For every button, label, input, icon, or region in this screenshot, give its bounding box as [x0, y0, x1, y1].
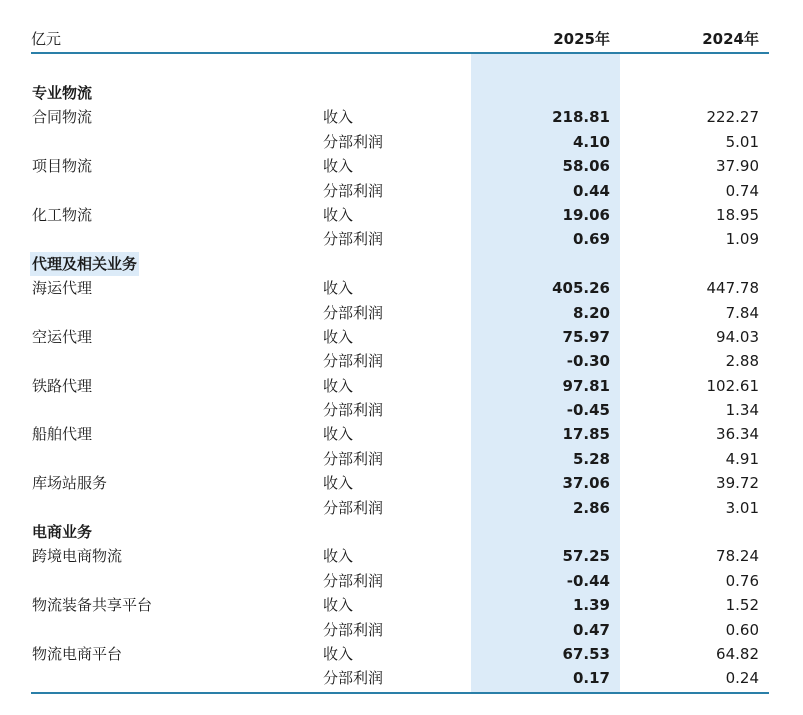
- value-2024: 1.34: [725, 401, 759, 420]
- value-2024: 39.72: [716, 474, 759, 493]
- metric-label: 分部利润: [323, 230, 384, 249]
- value-2024: 18.95: [716, 205, 759, 224]
- metric-label: 收入: [323, 644, 354, 663]
- metric-label: 收入: [323, 157, 354, 176]
- value-2025: 37.06: [562, 474, 610, 493]
- value-2025: 0.17: [572, 669, 610, 688]
- table-row: [31, 569, 769, 593]
- value-2025: 58.06: [562, 157, 610, 176]
- table-row: [31, 276, 769, 300]
- value-2024: 7.84: [725, 303, 759, 322]
- table-row: [31, 179, 769, 203]
- metric-label: 收入: [323, 547, 354, 566]
- metric-label: 分部利润: [323, 449, 384, 468]
- business-name: 跨境电商物流: [32, 547, 123, 566]
- value-2024: 1.09: [725, 230, 759, 249]
- section-title: 专业物流: [32, 84, 93, 102]
- table-row: [31, 544, 769, 568]
- table-row: [31, 642, 769, 666]
- value-2024: 64.82: [716, 644, 759, 663]
- metric-label: 分部利润: [323, 498, 384, 517]
- metric-label: 分部利润: [323, 132, 384, 151]
- table-row: [31, 374, 769, 398]
- value-2025: 97.81: [562, 376, 610, 395]
- metric-label: 分部利润: [323, 620, 384, 639]
- table-row: [31, 130, 769, 154]
- business-name: 铁路代理: [32, 376, 93, 395]
- value-2024: 3.01: [725, 498, 759, 517]
- metric-label: 分部利润: [323, 303, 384, 322]
- business-name: 物流装备共享平台: [32, 596, 153, 615]
- value-2024: 5.01: [725, 132, 759, 151]
- value-2025: 0.44: [572, 181, 610, 200]
- metric-label: 收入: [323, 425, 354, 444]
- table-row: [31, 325, 769, 349]
- section-header-row: [31, 252, 769, 276]
- metric-label: 收入: [323, 108, 354, 127]
- business-name: 海运代理: [32, 279, 93, 298]
- metric-label: 分部利润: [323, 401, 384, 420]
- value-2025: 0.69: [572, 230, 610, 249]
- table-row: [31, 105, 769, 129]
- value-2024: 37.90: [716, 157, 759, 176]
- metric-label: 分部利润: [323, 181, 384, 200]
- value-2025: -0.44: [566, 571, 610, 590]
- footer-rule: [31, 692, 769, 694]
- section-header-row: [31, 81, 769, 105]
- table-row: [31, 666, 769, 690]
- table-row: [31, 447, 769, 471]
- value-2025: 19.06: [562, 205, 610, 224]
- value-2025: 17.85: [562, 425, 610, 444]
- value-2024: 94.03: [716, 327, 759, 346]
- business-name: 项目物流: [32, 157, 93, 176]
- table-row: [31, 154, 769, 178]
- metric-label: 分部利润: [323, 669, 384, 688]
- value-2024: 1.52: [725, 596, 759, 615]
- value-2025: 4.10: [572, 132, 610, 151]
- table-row: [31, 471, 769, 495]
- value-2025: -0.45: [566, 401, 610, 420]
- table-row: [31, 593, 769, 617]
- metric-label: 收入: [323, 279, 354, 298]
- table-row: [31, 203, 769, 227]
- metric-label: 收入: [323, 596, 354, 615]
- business-name: 化工物流: [32, 205, 93, 224]
- value-2025: 218.81: [552, 108, 610, 127]
- table-row: [31, 398, 769, 422]
- value-2024: 0.74: [725, 181, 759, 200]
- value-2024: 0.76: [725, 571, 759, 590]
- value-2024: 36.34: [716, 425, 759, 444]
- business-name: 库场站服务: [32, 474, 108, 493]
- value-2025: 5.28: [572, 449, 610, 468]
- value-2024: 0.24: [725, 669, 759, 688]
- business-name: 空运代理: [32, 327, 93, 346]
- value-2024: 447.78: [706, 279, 759, 298]
- value-2024: 2.88: [725, 352, 759, 371]
- section-title: 电商业务: [32, 523, 93, 542]
- value-2025: -0.30: [566, 352, 610, 371]
- value-2024: 4.91: [725, 449, 759, 468]
- table-row: [31, 496, 769, 520]
- year-current-header: 2025年: [553, 30, 610, 48]
- value-2024: 0.60: [725, 620, 759, 639]
- value-2024: 102.61: [706, 376, 759, 395]
- metric-label: 分部利润: [323, 571, 384, 590]
- year-prior-header: 2024年: [702, 30, 759, 48]
- table-row: [31, 422, 769, 446]
- value-2025: 67.53: [562, 644, 610, 663]
- section-header-row: [31, 520, 769, 544]
- value-2025: 57.25: [562, 547, 610, 566]
- value-2025: 2.86: [572, 498, 610, 517]
- header-rule: [31, 52, 769, 54]
- table-row: [31, 227, 769, 251]
- business-name: 船舶代理: [32, 425, 93, 444]
- value-2025: 8.20: [572, 303, 610, 322]
- table-row: [31, 618, 769, 642]
- metric-label: 收入: [323, 327, 354, 346]
- section-title: 代理及相关业务: [30, 252, 139, 276]
- table-header: [31, 28, 769, 52]
- value-2025: 1.39: [572, 596, 610, 615]
- business-name: 合同物流: [32, 108, 93, 127]
- table-row: [31, 301, 769, 325]
- unit-label: 亿元: [31, 30, 62, 48]
- metric-label: 收入: [323, 474, 354, 493]
- table-row: [31, 349, 769, 373]
- value-2024: 78.24: [716, 547, 759, 566]
- metric-label: 收入: [323, 205, 354, 224]
- metric-label: 收入: [323, 376, 354, 395]
- value-2025: 0.47: [572, 620, 610, 639]
- metric-label: 分部利润: [323, 352, 384, 371]
- segment-table: [31, 81, 769, 691]
- value-2025: 405.26: [552, 279, 610, 298]
- value-2025: 75.97: [562, 327, 610, 346]
- value-2024: 222.27: [706, 108, 759, 127]
- business-name: 物流电商平台: [32, 644, 123, 663]
